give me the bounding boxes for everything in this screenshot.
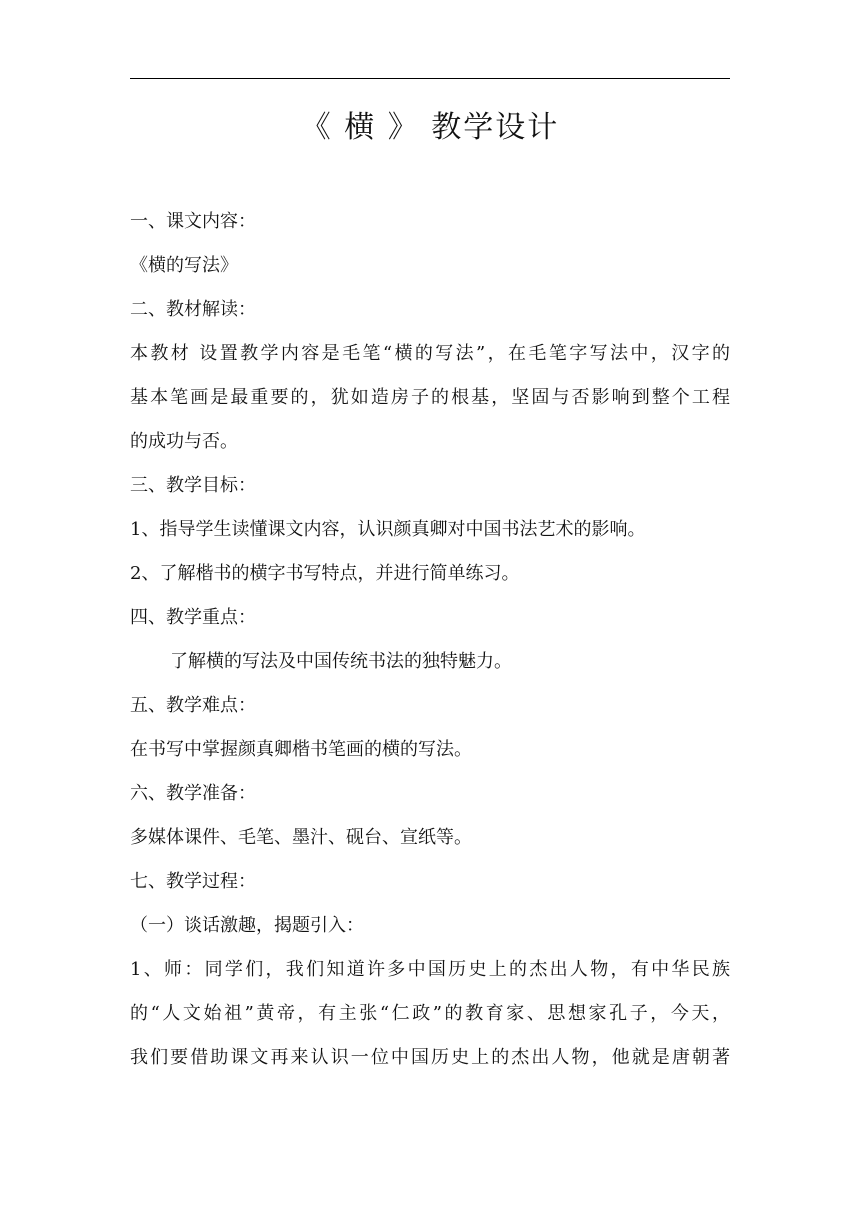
paragraph-line: 了解横的写法及中国传统书法的独特魅力。 [170,651,512,672]
section-heading-preparation: 六、教学准备： [130,783,256,804]
section-heading-material-analysis: 二、教材解读： [130,299,256,320]
paragraph-line: 在书写中掌握颜真卿楷书笔画的横的写法。 [130,739,472,760]
paragraph-line: 多媒体课件、毛笔、墨汁、砚台、宣纸等。 [130,827,472,848]
header-rule [130,78,730,79]
section-heading-text-content: 一、课文内容： [130,211,256,232]
list-item: 1、指导学生读懂课文内容，认识颜真卿对中国书法艺术的影响。 [130,519,646,540]
paragraph-line: 1、师：同学们，我们知道许多中国历史上的杰出人物，有中华民族 [130,959,730,980]
paragraph-line: 基本笔画是最重要的，犹如造房子的根基，坚固与否影响到整个工程 [130,387,730,408]
paragraph-line: 我们要借助课文再来认识一位中国历史上的杰出人物，他就是唐朝著 [130,1047,730,1068]
text-content-value: 《横的写法》 [130,255,238,276]
paragraph-line: 本教材 设置教学内容是毛笔“横的写法”，在毛笔字写法中，汉字的 [130,343,730,364]
paragraph-line: 的成功与否。 [130,431,238,452]
section-heading-difficulties: 五、教学难点： [130,695,256,716]
paragraph-line: 的“人文始祖”黄帝，有主张“仁政”的教育家、思想家孔子，今天， [130,1003,730,1024]
subsection-heading: （一）谈话激趣，揭题引入： [130,915,364,936]
section-heading-teaching-process: 七、教学过程： [130,871,256,892]
section-heading-key-points: 四、教学重点： [130,607,256,628]
document-title: 《 横 》 教学设计 [300,110,560,145]
document-body [130,200,730,1080]
section-heading-teaching-goals: 三、教学目标： [130,475,256,496]
list-item: 2、了解楷书的横字书写特点，并进行简单练习。 [130,563,520,584]
